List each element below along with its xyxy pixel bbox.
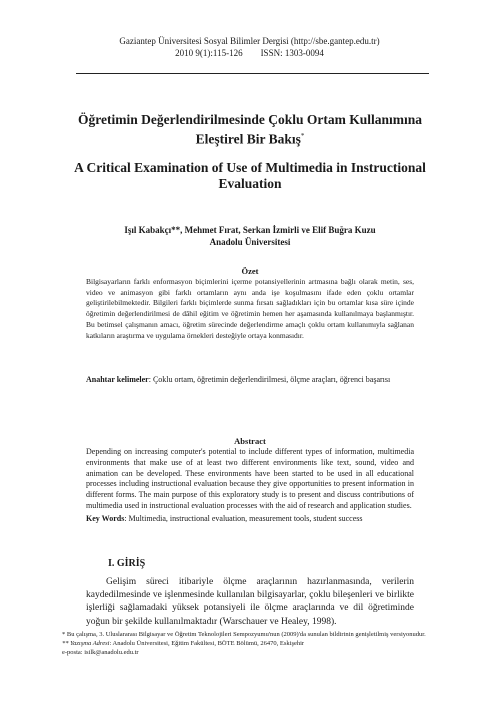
abstract-keywords-label: Key Words [86,514,125,523]
abstract-keywords [86,514,414,525]
abstract-keywords-text: : Multimedia, instructional evaluation, measurement tools, student success [124,514,363,523]
header-divider [76,73,429,74]
title-english: A Critical Examination of Use of Multimedia in Instructional Evaluation [74,160,426,191]
abstract-text: Depending on increasing computer's potential to include different types of information, multimedia environments that make use of at least two different environments like text, sound, video and animation can be developed. These environments have been started to be used in all educational processes including instructional evaluation because they give opportunities to present information in different forms. The main purpose of this exploratory study is to present and discuss contributions of multimedia used in instructional evaluation processes with the aid of research and application studies. [86,447,414,510]
author-names: Işıl Kabakçı**, Mehmet Fırat, Serkan İzmirli ve Elif Buğra Kuzu [124,225,376,235]
footnote-1: * Bu çalışma, 3. Uluslararası Bilgisayar ve Öğretim Teknolojileri Sempozyumu'nun (2009)'da sunulan bildirinin genişletilmiş versiyonudur. [62,631,426,638]
ozet-heading: Özet [241,266,259,276]
ozet-keywords-text: : Çoklu ortam, öğretimin değerlendirilmesi, ölçme araçları, öğrenci başarısı [148,375,391,384]
author-affiliation: Anadolu Üniversitesi [209,237,291,247]
footnote-2-label: ** Yazışma Adresi [62,640,110,647]
journal-header [0,35,499,59]
title-footnote-mark: * [300,132,305,140]
footnote-2-text: : Anadolu Üniversitesi, Eğitim Fakültesi, BÖTE Bölümü, 26470, Eskişehir [109,640,305,647]
footnotes [62,630,442,657]
journal-name: Gaziantep Üniversitesi Sosyal Bilimler Dergisi (http://sbe.gantep.edu.tr) [119,36,380,46]
ozet-keywords-label: Anahtar kelimeler [86,375,149,384]
title-turkish-text: Öğretimin Değerlendirilmesinde Çoklu Ortam Kullanımına Eleştirel Bir Bakış [78,112,422,147]
section-heading: I. GİRİŞ [108,558,146,569]
ozet-keywords [86,374,414,385]
footnote-email: e-posta: isilk@anadolu.edu.tr [62,649,139,656]
author-block [60,224,440,248]
intro-paragraph: Gelişim süreci itibariyle ölçme araçlarının hazırlanmasında, verilerin kaydedilmesinde ve işlenmesinde kullanılan bilgisayarlar, çoklu bileşenleri ve birlikte işlerliği sağlamadaki yüksek potansiyeli ile ölçme araçlarında ve dil öğretiminde yoğun bir şekilde kullanılmaktadır (Warschauer ve Healey, 1998). [86,577,414,627]
journal-issue: 2010 9(1):115-126 ISSN: 1303-0094 [175,48,324,58]
title-turkish [60,112,440,148]
footnote-2 [62,639,442,648]
abstract-heading: Abstract [234,436,266,446]
ozet-text: Bilgisayarların farklı enformasyon biçimlerini içerme potansiyellerinin artmasına bağlı olarak metin, ses, video ve animasyon gibi farklı ortamların aynı anda işe koşulmasını ifade eden çoklu ortamlar geliştirilebilmektedir. Bilgileri farklı biçimlerde sunma fırsatı sağladıkları için bu ortamlar kısa süre içinde öğretimin değerlendirilmesi de dâhil eğitim ve öğretimin hemen her aşamasında kullanılmaya başlanmıştır. Bu betimsel çalışmanın amacı, öğretim sürecinde değerlendirme amaçlı çoklu ortam kullanımıyla sağlanan katkıların araştırma ve uygulama örnekleri desteğiyle ortaya konmasıdır. [86,277,414,340]
